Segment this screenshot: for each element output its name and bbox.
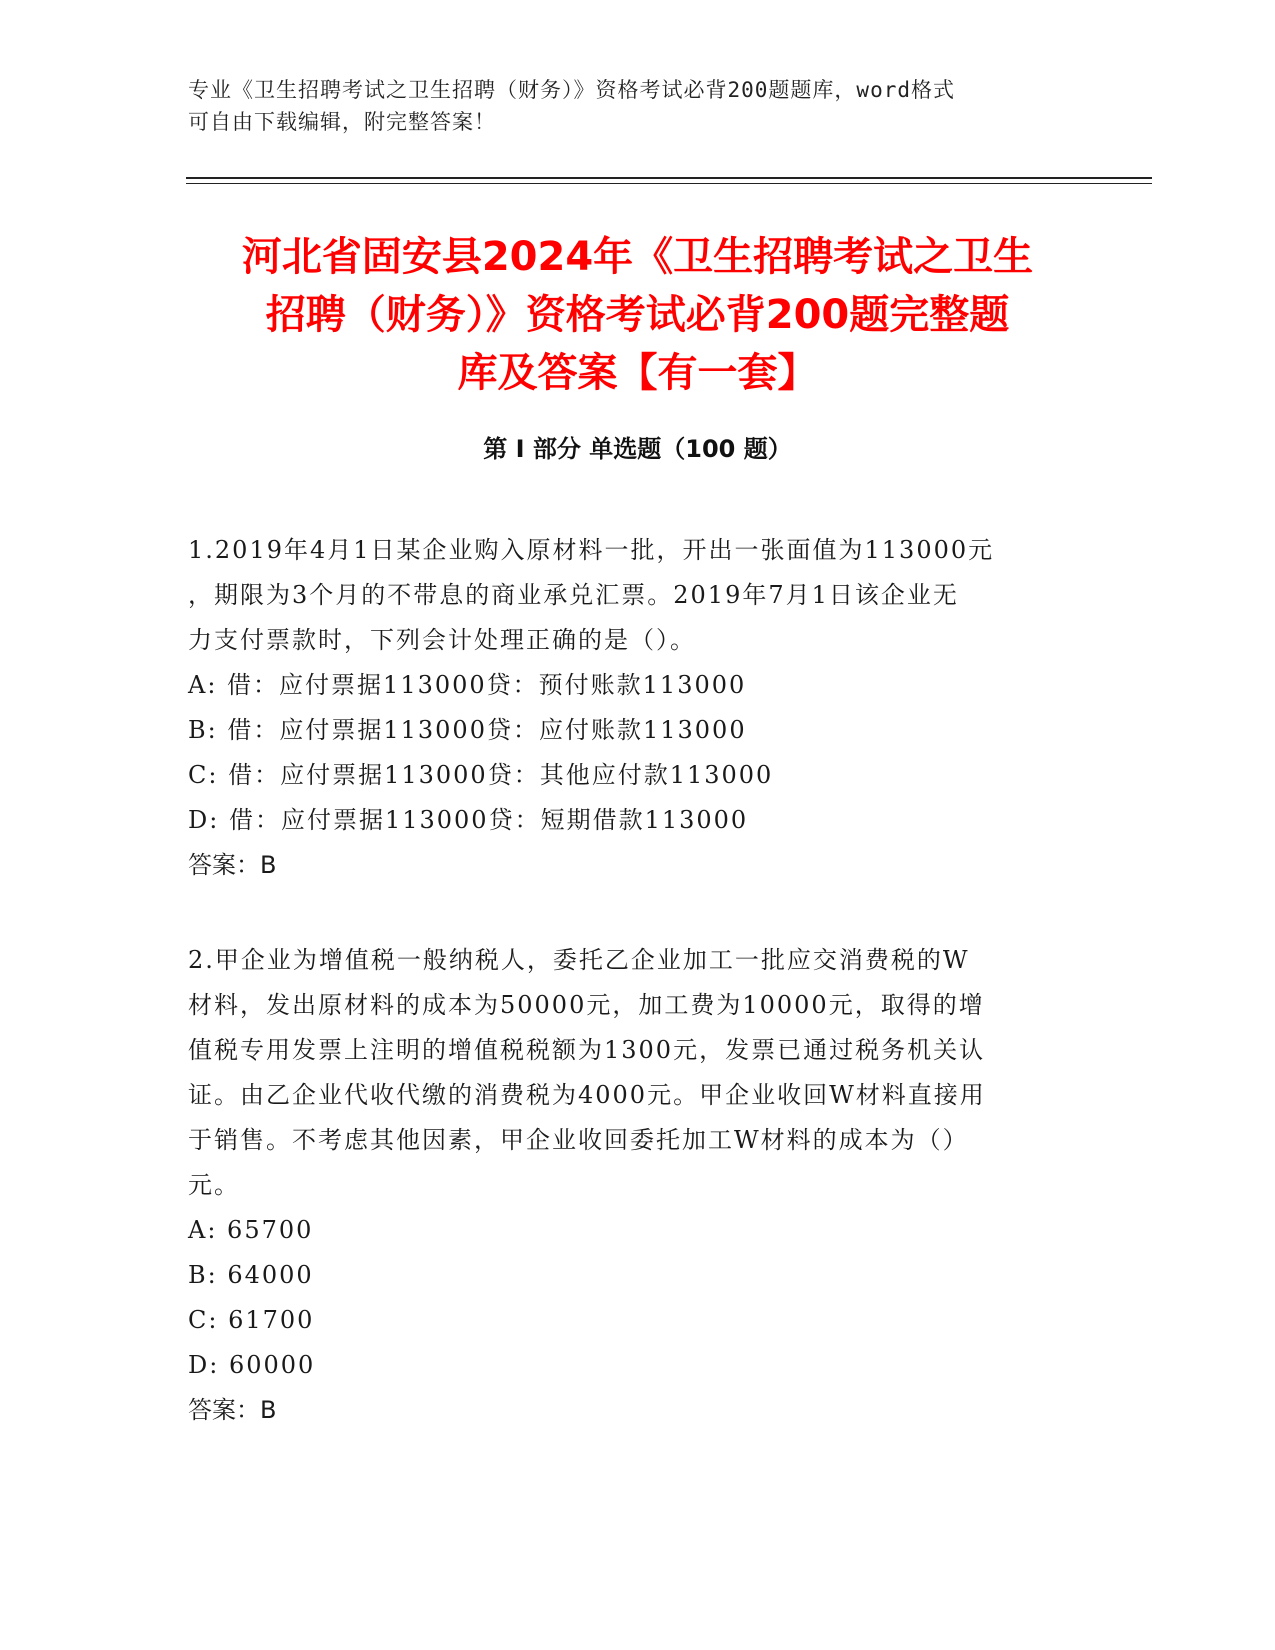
option-d: D: 60000	[188, 1351, 316, 1379]
question-2	[188, 938, 1088, 1433]
question-stem-line: 元。	[188, 1171, 240, 1199]
option-c: C: 借：应付票据113000贷：其他应付款113000	[188, 761, 774, 789]
question-stem-line: 证。由乙企业代收代缴的消费税为4000元。甲企业收回W材料直接用	[188, 1081, 986, 1109]
option-a: A: 借：应付票据113000贷：预付账款113000	[188, 671, 747, 699]
header-note	[188, 74, 1088, 138]
answer: 答案：B	[188, 851, 277, 879]
question-stem-line: 于销售。不考虑其他因素，甲企业收回委托加工W材料的成本为（）	[188, 1126, 969, 1154]
question-stem-line: 材料，发出原材料的成本为50000元，加工费为10000元，取得的增	[188, 991, 985, 1019]
title-line: 库及答案【有一套】	[457, 350, 818, 396]
question-stem-line: ，期限为3个月的不带息的商业承兑汇票。2019年7月1日该企业无	[188, 581, 959, 609]
section-heading: 第 I 部分 单选题（100 题）	[483, 435, 792, 463]
question-stem-line: 1.2019年4月1日某企业购入原材料一批，开出一张面值为113000元	[188, 536, 995, 564]
question-stem-line: 值税专用发票上注明的增值税税额为1300元，发票已通过税务机关认	[188, 1036, 986, 1064]
header-note-line: 专业《卫生招聘考试之卫生招聘（财务）》资格考试必背200题题库，word格式	[188, 78, 955, 102]
title-line: 河北省固安县2024年《卫生招聘考试之卫生	[241, 234, 1034, 280]
option-b: B: 64000	[188, 1261, 314, 1289]
option-b: B: 借：应付票据113000贷：应付账款113000	[188, 716, 747, 744]
option-a: A: 65700	[188, 1216, 314, 1244]
header-note-line: 可自由下载编辑，附完整答案！	[188, 110, 496, 134]
option-d: D: 借：应付票据113000贷：短期借款113000	[188, 806, 749, 834]
option-c: C: 61700	[188, 1306, 315, 1334]
header-divider	[186, 177, 1152, 179]
title-line: 招聘（财务）》资格考试必背200题完整题	[265, 292, 1010, 338]
document-title	[150, 228, 1125, 402]
answer: 答案：B	[188, 1396, 277, 1424]
header-divider-thin	[186, 183, 1152, 184]
question-stem-line: 2.甲企业为增值税一般纳税人，委托乙企业加工一批应交消费税的W	[188, 946, 970, 974]
question-1	[188, 528, 1088, 888]
question-stem-line: 力支付票款时，下列会计处理正确的是（）。	[188, 626, 696, 654]
